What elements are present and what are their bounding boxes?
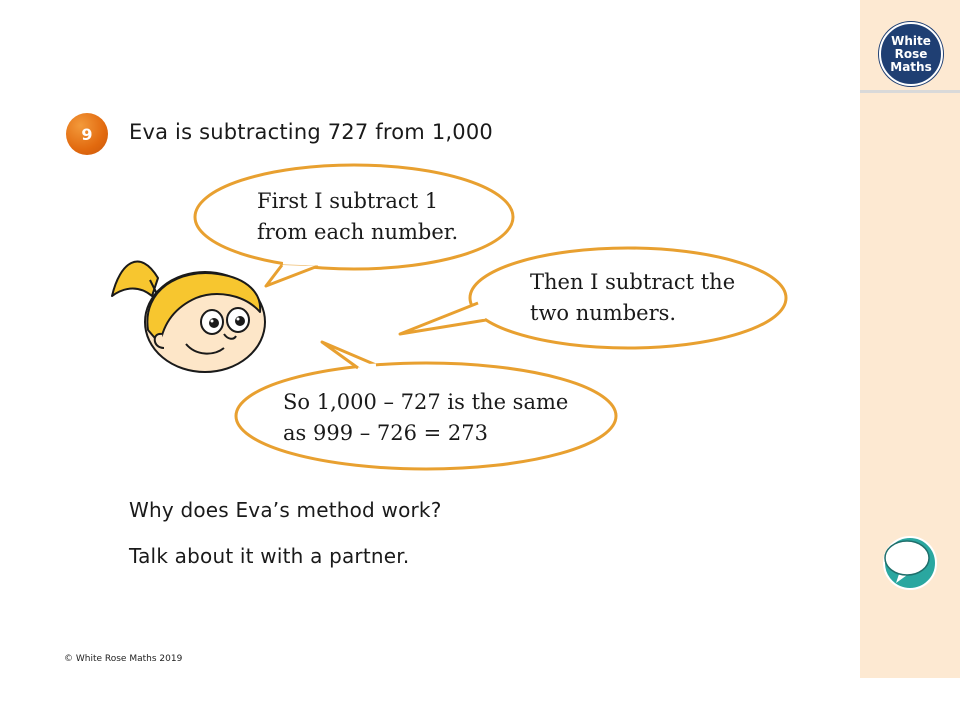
speech-bubble-3-text	[283, 387, 568, 449]
speech-bubble-2-text	[530, 267, 735, 329]
white-rose-maths-logo	[879, 22, 943, 86]
speech-bubble-2-line-2: two numbers.	[530, 301, 677, 325]
prompt-why: Why does Eva’s method work?	[129, 498, 442, 522]
footer-copyright: © White Rose Maths 2019	[64, 654, 183, 664]
logo-line-1: White	[891, 33, 931, 48]
girl-character-icon	[112, 262, 265, 372]
speech-bubble-icon	[880, 533, 940, 593]
speech-bubble-1-text	[257, 186, 458, 248]
prompt-talk: Talk about it with a partner.	[129, 544, 410, 568]
speech-bubble-1-line-2: from each number.	[257, 220, 459, 244]
logo-line-2: Rose	[894, 46, 928, 61]
speech-bubble-1-line-1: First I subtract 1	[257, 189, 439, 213]
speech-bubble-2-line-1: Then I subtract the	[530, 270, 736, 294]
question-number-badge: 9	[66, 113, 108, 155]
logo-line-3: Maths	[890, 59, 932, 74]
speech-bubble-3-line-1: So 1,000 – 727 is the same	[283, 390, 569, 414]
question-text: Eva is subtracting 727 from 1,000	[129, 120, 493, 144]
speech-bubble-3-line-2: as 999 – 726 = 273	[283, 421, 489, 445]
side-divider	[860, 90, 960, 93]
